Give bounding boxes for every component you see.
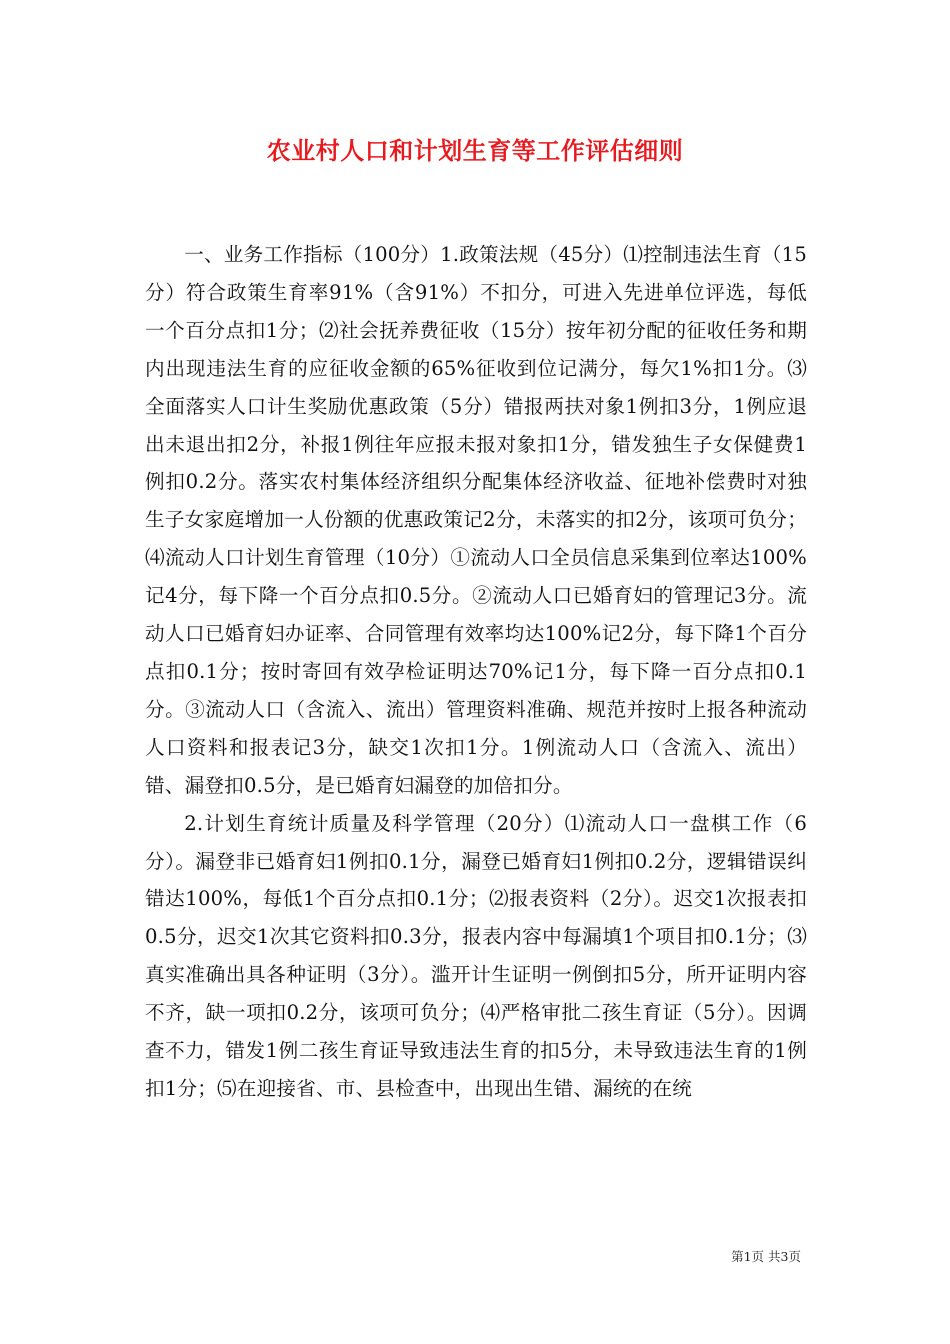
paragraph-business-indicators: 一、业务工作指标（100分）1.政策法规（45分）⑴控制违法生育（15分）符合政策生育率91%（含91%）不扣分，可进入先进单位评选，每低一个百分点扣1分；⑵社会抚养费征收（15分）按年初分配的征收任务和期内出现违法生育的应征收金额的65%征收到位记满分，每欠1%扣1分。⑶全面落实人口计生奖励优惠政策（5分）错报两扶对象1例扣3分，1例应退出未退出扣2分，补报1例往年应报未报对象扣1分，错发独生子女保健费1例扣0.2分。落实农村集体经济组织分配集体经济收益、征地补偿费时对独生子女家庭增加一人份额的优惠政策记2分，未落实的扣2分，该项可负分；⑷流动人口计划生育管理（10分）①流动人口全员信息采集到位率达100%记4分，每下降一个百分点扣0.5分。②流动人口已婚育妇的管理记3分。流动人口已婚育妇办证率、合同管理有效率均达100%记2分，每下降1个百分点扣0.1分；按时寄回有效孕检证明达70%记1分，每下降一百分点扣0.1分。③流动人口（含流入、流出）管理资料准确、规范并按时上报各种流动人口资料和报表记3分，缺交1次扣1分。1例流动人口（含流入、流出）错、漏登扣0.5分，是已婚育妇漏登的加倍扣分。	[145, 243, 807, 797]
document-title: 农业村人口和计划生育等工作评估细则	[266, 136, 684, 165]
document-body	[145, 236, 807, 1108]
paragraph-statistics-quality: 2.计划生育统计质量及科学管理（20分）⑴流动人口一盘棋工作（6分）。漏登非已婚育妇1例扣0.1分，漏登已婚育妇1例扣0.2分，逻辑错误纠错达100%，每低1个百分点扣0.1分；⑵报表资料（2分）。迟交1次报表扣0.5分，迟交1次其它资料扣0.3分，报表内容中每漏填1个项目扣0.1分；⑶真实准确出具各种证明（3分）。滥开计生证明一例倒扣5分，所开证明内容不齐，缺一项扣0.2分，该项可负分；⑷严格审批二孩生育证（5分）。因调查不力，错发1例二孩生育证导致违法生育的扣5分，未导致违法生育的1例扣1分；⑸在迎接省、市、县检查中，出现出生错、漏统的在统	[145, 811, 807, 1100]
page-number-footer: 第1页 共3页	[731, 1249, 801, 1264]
